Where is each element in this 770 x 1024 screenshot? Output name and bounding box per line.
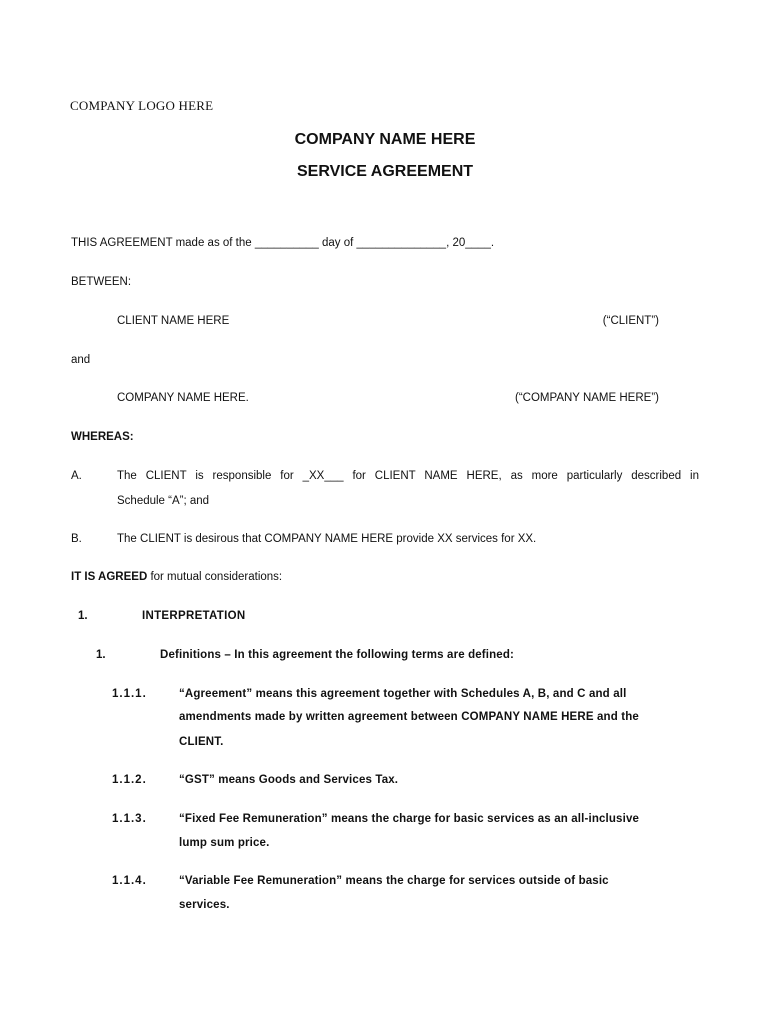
definition-3-number: 1.1.3.: [112, 813, 147, 825]
recital-b-label: B.: [71, 533, 82, 545]
definition-4-line2: services.: [179, 899, 230, 911]
client-name: CLIENT NAME HERE: [117, 315, 230, 327]
company-logo-placeholder: COMPANY LOGO HERE: [70, 98, 214, 113]
recital-b-text: The CLIENT is desirous that COMPANY NAME HERE provide XX services for XX.: [117, 533, 537, 545]
definition-2-line1: “GST” means Goods and Services Tax.: [179, 774, 399, 786]
client-role: (“CLIENT”): [602, 315, 659, 327]
company-name-heading: COMPANY NAME HERE: [294, 131, 476, 148]
between-label: BETWEEN:: [71, 276, 132, 288]
agreed-clause: [71, 571, 282, 583]
and-label: and: [71, 354, 91, 366]
definition-1-line1: “Agreement” means this agreement together with Schedules A, B, and C and all: [179, 688, 627, 700]
agreed-bold: IT IS AGREED: [71, 571, 148, 583]
document-title: SERVICE AGREEMENT: [296, 163, 474, 180]
definition-1-number: 1.1.1.: [112, 688, 147, 700]
definition-4-line1: “Variable Fee Remuneration” means the charge for services outside of basic: [179, 875, 609, 887]
definition-2-number: 1.1.2.: [112, 774, 147, 786]
definition-4-number: 1.1.4.: [112, 875, 147, 887]
definition-3-line2: lump sum price.: [179, 837, 270, 849]
company-role: (“COMPANY NAME HERE”): [515, 392, 659, 404]
definition-1-line3: CLIENT.: [179, 736, 224, 748]
subsection-number: 1.: [96, 649, 106, 661]
definition-3-line1: “Fixed Fee Remuneration” means the charge for basic services as an all-inclusive: [179, 813, 640, 825]
whereas-label: WHEREAS:: [71, 431, 134, 443]
agreement-intro: THIS AGREEMENT made as of the __________ day of ______________, 20____.: [71, 237, 495, 249]
section-1-number: 1.: [78, 610, 88, 622]
recital-a-line1: The CLIENT is responsible for _XX___ for CLIENT NAME HERE, as more particularly described in: [117, 470, 699, 482]
company-party-name: COMPANY NAME HERE.: [117, 392, 249, 404]
agreed-rest: for mutual considerations:: [147, 571, 283, 583]
section-1-heading: INTERPRETATION: [142, 610, 246, 622]
definition-1-line2: amendments made by written agreement between COMPANY NAME HERE and the: [179, 711, 639, 723]
subsection-heading: Definitions – In this agreement the following terms are defined:: [160, 649, 515, 661]
recital-a-label: A.: [71, 470, 82, 482]
recital-a-line2: Schedule “A”; and: [117, 495, 210, 507]
